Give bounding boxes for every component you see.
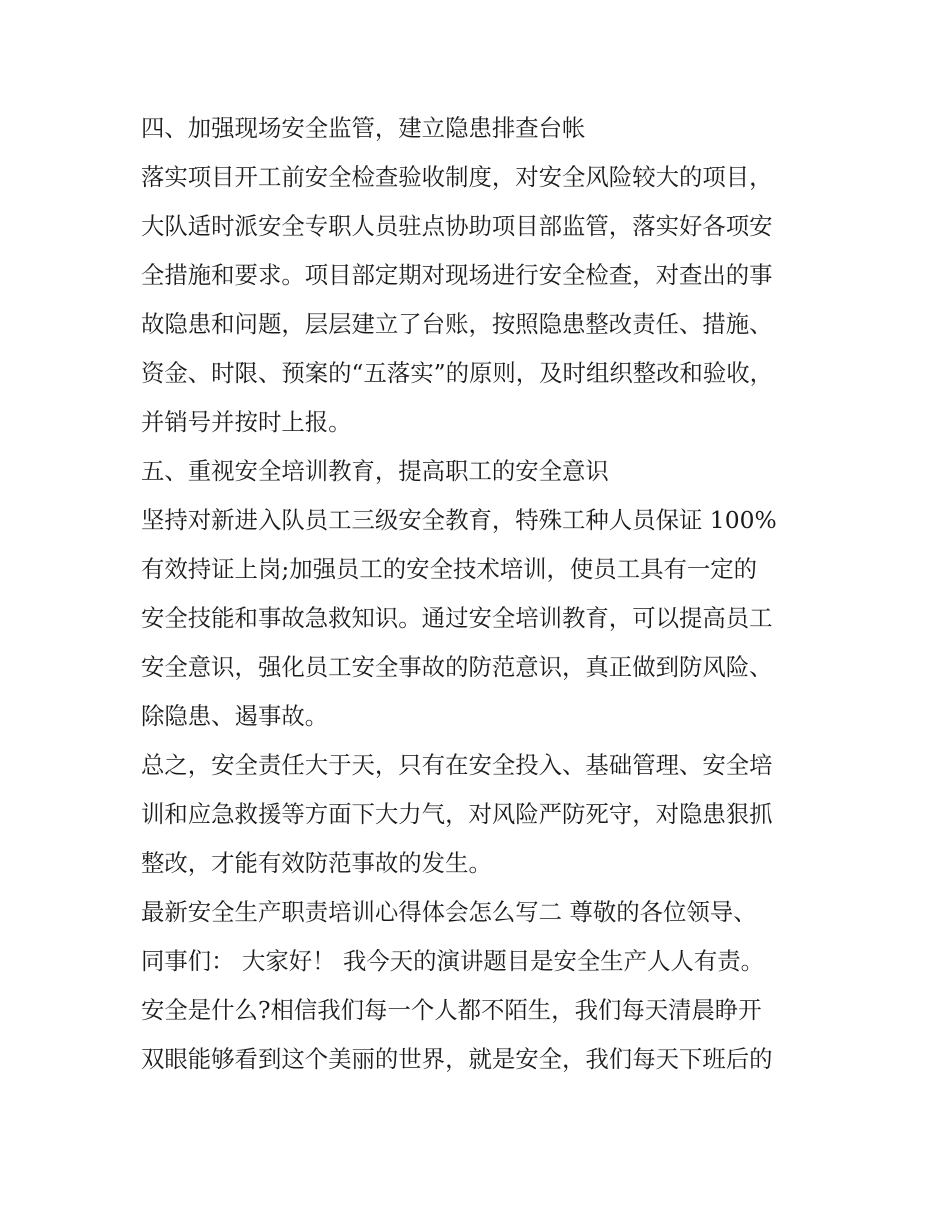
paragraph-line: 坚持对新进入队员工三级安全教育，特殊工种人员保证 100% xyxy=(141,506,777,534)
document-body xyxy=(141,104,816,1084)
paragraph-line: 同事们： 大家好！ 我今天的演讲题目是安全生产人人有责。 xyxy=(141,947,765,975)
paragraph-line: 并销号并按时上报。 xyxy=(141,408,352,436)
paragraph-line: 总之，安全责任大于天，只有在安全投入、基础管理、安全培 xyxy=(141,751,773,779)
paragraph-line: 全措施和要求。项目部定期对现场进行安全检查，对查出的事 xyxy=(141,261,773,289)
paragraph-line: 最新安全生产职责培训心得体会怎么写二 尊敬的各位领导、 xyxy=(141,898,757,926)
paragraph-line: 双眼能够看到这个美丽的世界，就是安全，我们每天下班后的 xyxy=(141,1045,773,1073)
paragraph-line: 安全技能和事故急救知识。通过安全培训教育，可以提高员工 xyxy=(141,604,773,632)
paragraph-line: 大队适时派安全专职人员驻点协助项目部监管，落实好各项安 xyxy=(141,212,773,240)
paragraph-line: 资金、时限、预案的“五落实”的原则，及时组织整改和验收， xyxy=(141,359,774,387)
paragraph-line: 整改，才能有效防范事故的发生。 xyxy=(141,849,492,877)
heading-section-five: 五、重视安全培训教育，提高职工的安全意识 xyxy=(141,457,609,485)
heading-section-four: 四、加强现场安全监管，建立隐患排查台帐 xyxy=(141,114,586,142)
paragraph-line: 训和应急救援等方面下大力气，对风险严防死守，对隐患狠抓 xyxy=(141,800,773,828)
paragraph-line: 安全意识，强化员工安全事故的防范意识，真正做到防风险、 xyxy=(141,653,773,681)
paragraph-line: 除隐患、遏事故。 xyxy=(141,702,329,730)
paragraph-line: 故隐患和问题，层层建立了台账，按照隐患整改责任、措施、 xyxy=(141,310,773,338)
paragraph-line: 有效持证上岗;加强员工的安全技术培训，使员工具有一定的 xyxy=(141,555,758,583)
paragraph-line: 落实项目开工前安全检查验收制度，对安全风险较大的项目， xyxy=(141,163,773,191)
paragraph-line: 安全是什么?相信我们每一个人都不陌生，我们每天清晨睁开 xyxy=(141,996,762,1024)
